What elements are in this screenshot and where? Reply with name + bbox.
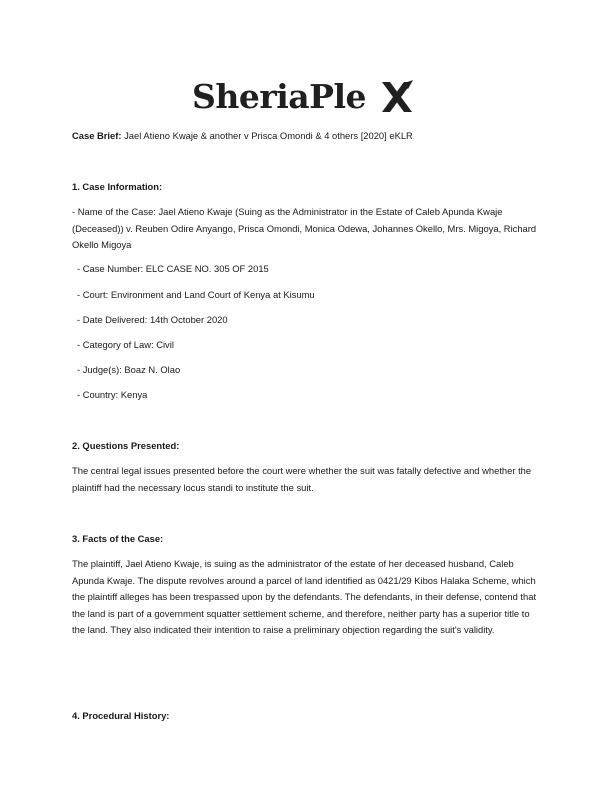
- section-heading-questions-presented: 2. Questions Presented:: [72, 440, 180, 451]
- questions-presented-text: The central legal issues presented before the court were whether the suit was fatally defective and whether the plaintiff had the necessary locus standi to institute the suit.: [72, 465, 532, 493]
- date-delivered-item: - Date Delivered: 14th October 2020: [77, 314, 228, 325]
- category-item: - Category of Law: Civil: [77, 339, 174, 350]
- case-name-item: - Name of the Case: Jael Atieno Kwaje (Suing as the Administrator in the Estate of Caleb Apunda Kwaje (Deceased)) v. Reuben Odire Anyango, Prisca Omondi, Monica Odewa, Johannes Okello, Mrs. Migoya, Richard Okello Migoya: [72, 206, 537, 250]
- case-brief-label: Case Brief:: [72, 130, 122, 141]
- section-heading-procedural-history: 4. Procedural History:: [72, 710, 170, 721]
- court-item: - Court: Environment and Land Court of Kenya at Kisumu: [77, 289, 315, 300]
- logo-text: SheriaPle: [192, 77, 366, 116]
- sheriaplex-logo: [192, 74, 422, 120]
- case-number-item: - Case Number: ELC CASE NO. 305 OF 2015: [77, 263, 269, 274]
- facts-text: The plaintiff, Jael Atieno Kwaje, is suing as the administrator of the estate of her deceased husband, Caleb Apunda Kwaje. The dispute revolves around a parcel of land identified as 0421/29 Kibos Halaka Scheme, which the plaintiff alleges has been trespassed upon by the defendants. The defendants, in their defense, contend that the land is part of a government squatter settlement scheme, and therefore, neither party has a superior title to the land. They also indicated their intention to raise a preliminary objection regarding the suit's validity.: [72, 558, 537, 635]
- logo-x-mark-icon: [380, 80, 414, 114]
- section-heading-facts: 3. Facts of the Case:: [72, 533, 164, 544]
- judges-item: - Judge(s): Boaz N. Olao: [77, 364, 181, 375]
- case-brief-line: [72, 128, 542, 145]
- section-heading-case-information: 1. Case Information:: [72, 181, 163, 192]
- country-item: - Country: Kenya: [77, 389, 148, 400]
- case-brief-title: Jael Atieno Kwaje & another v Prisca Omondi & 4 others [2020] eKLR: [124, 130, 413, 141]
